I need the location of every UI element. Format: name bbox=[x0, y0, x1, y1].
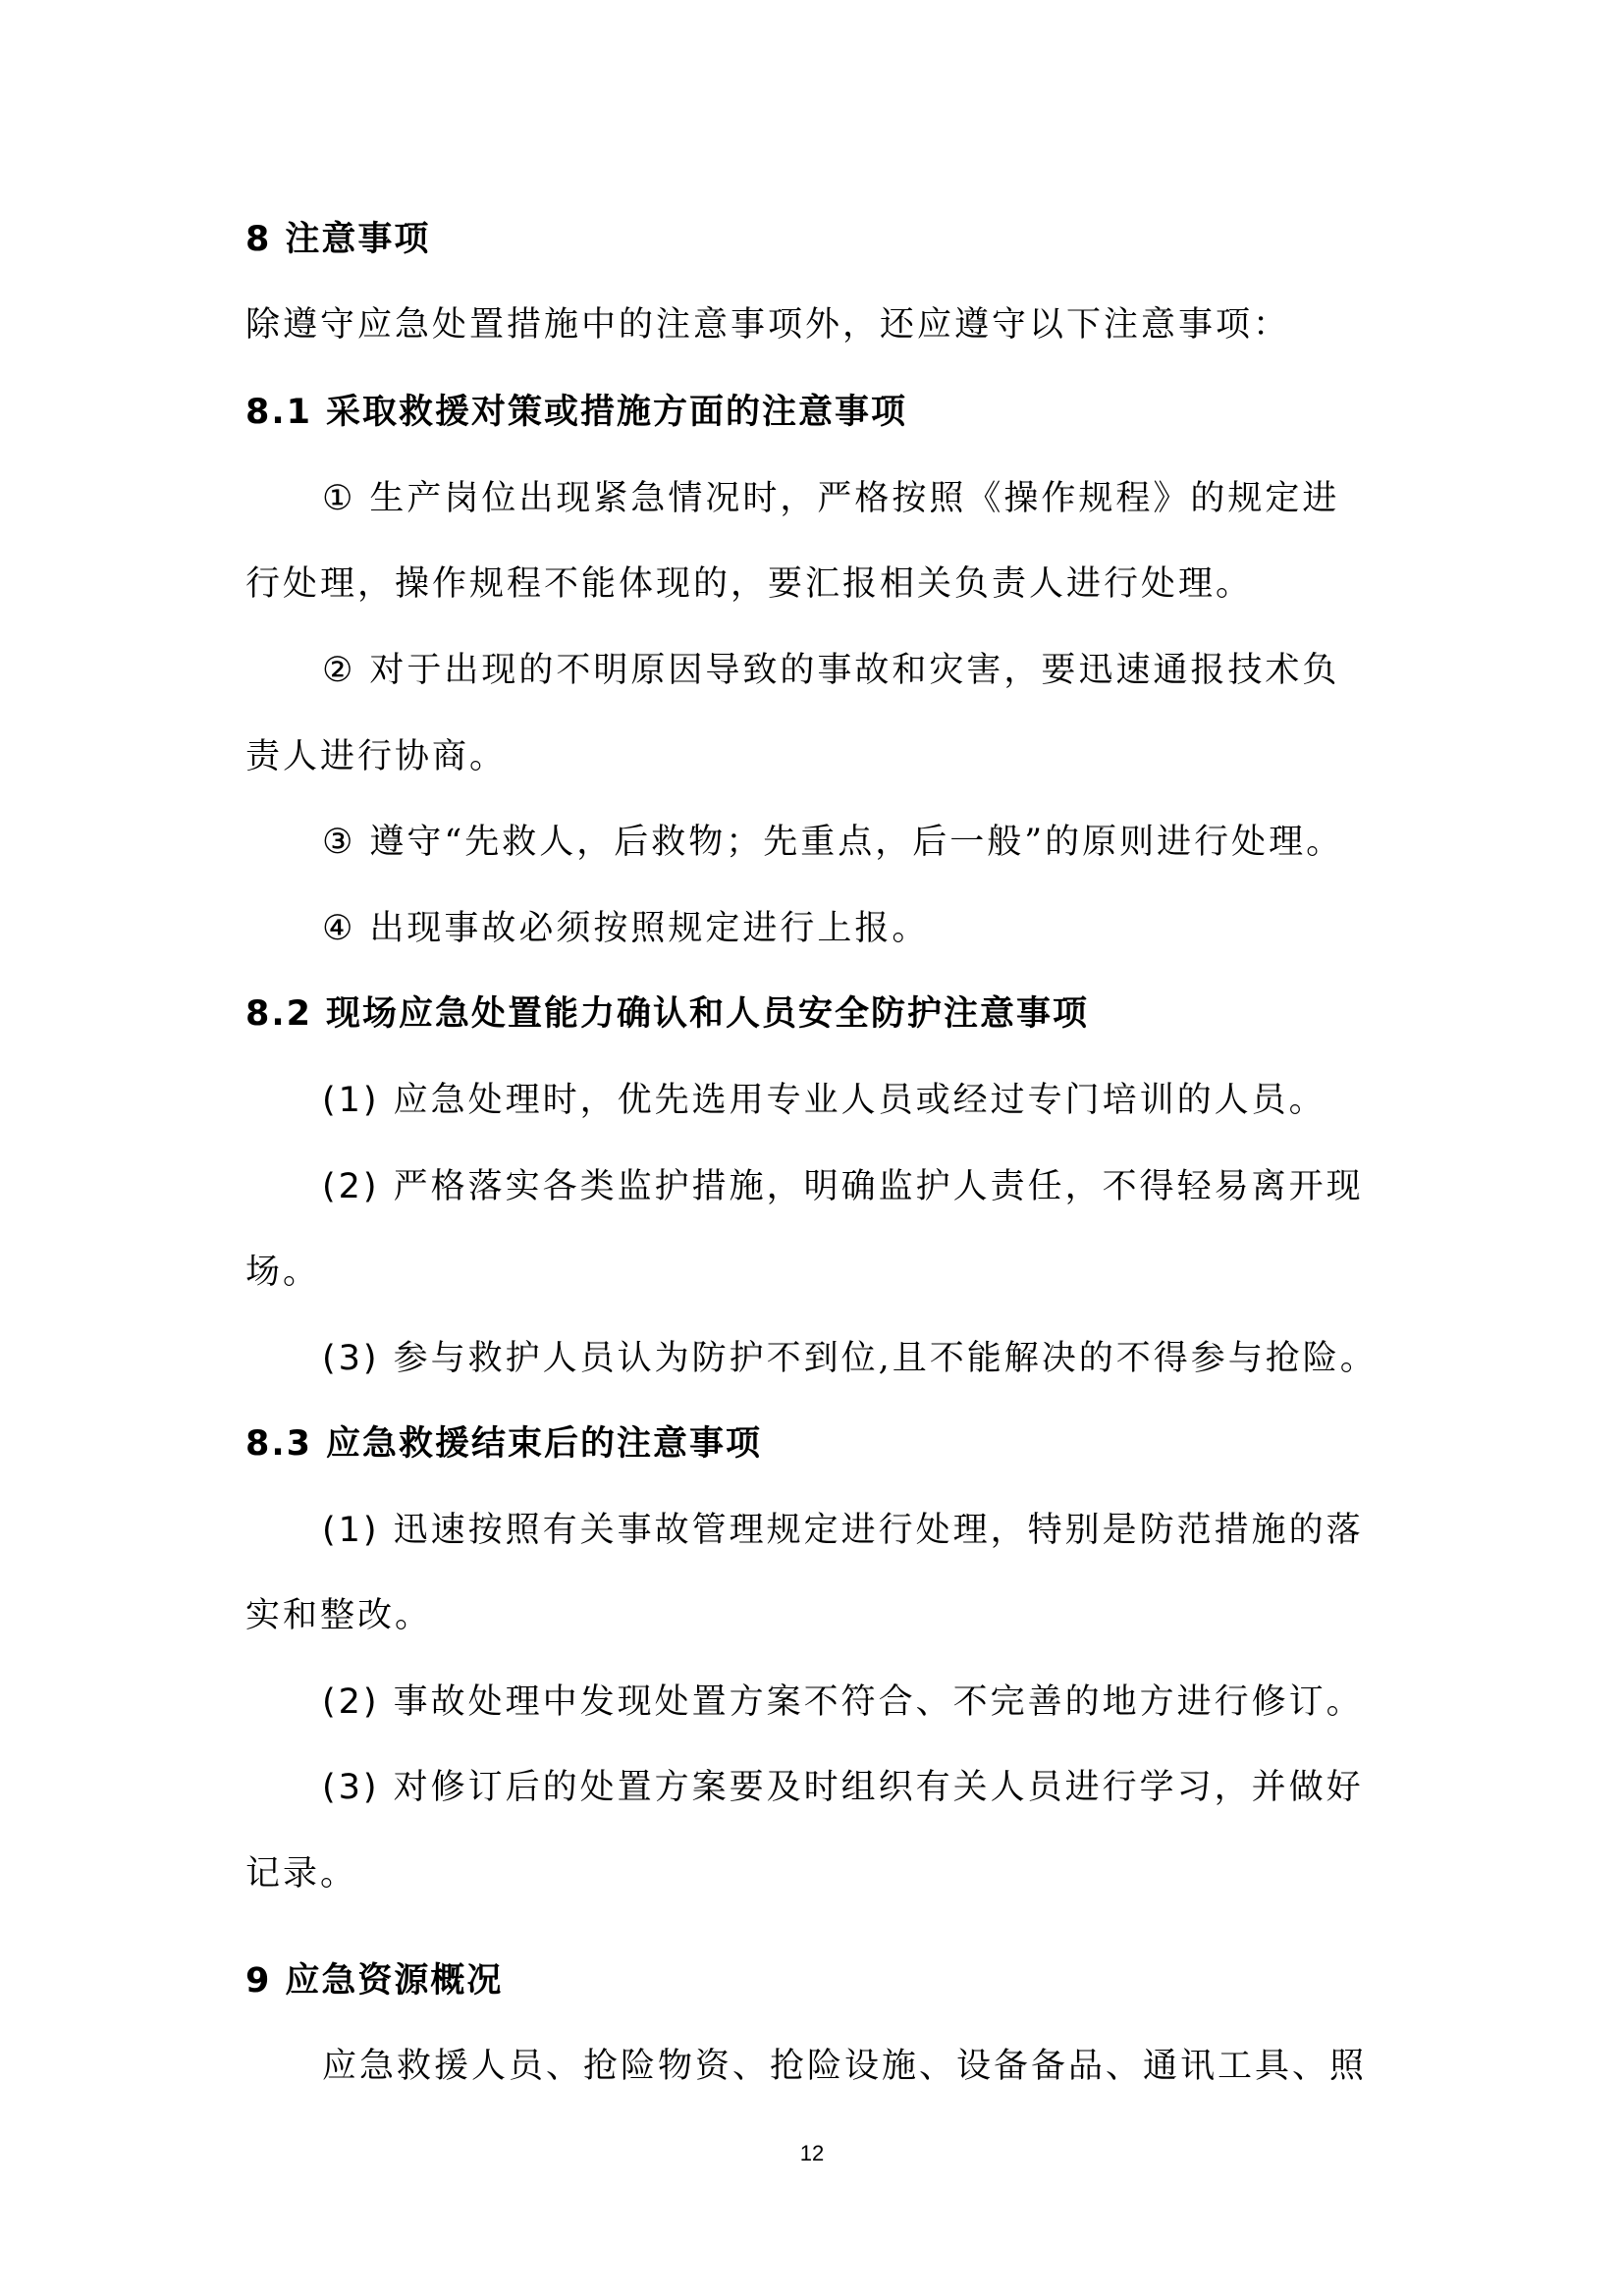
section-8-1-heading bbox=[245, 391, 1384, 434]
list-item bbox=[322, 649, 1461, 692]
list-item-continuation: 记录。 bbox=[245, 1854, 358, 1894]
item-text: 遵守“先救人，后救物；先重点，后一般”的原则进行处理。 bbox=[369, 823, 1344, 862]
item-marker: ② bbox=[322, 651, 356, 690]
item-text: 事故处理中发现处置方案不符合、不完善的地方进行修订。 bbox=[393, 1682, 1364, 1722]
item-marker: (2) bbox=[322, 1167, 380, 1206]
section-9-heading bbox=[245, 1959, 1384, 2002]
page-number: 12 bbox=[799, 2141, 825, 2165]
list-item bbox=[322, 1509, 1461, 1552]
item-text: 生产岗位出现紧急情况时，严格按照《操作规程》的规定进 bbox=[369, 479, 1340, 518]
item-marker: (1) bbox=[322, 1081, 380, 1120]
list-item bbox=[322, 1079, 1461, 1122]
item-text: 出现事故必须按照规定进行上报。 bbox=[369, 909, 930, 948]
item-marker: ③ bbox=[322, 823, 356, 862]
section-9-paragraph: 应急救援人员、抢险物资、抢险设施、设备备品、通讯工具、照 bbox=[322, 2047, 1368, 2086]
section-8-heading bbox=[245, 218, 1384, 261]
section-number: 8 bbox=[245, 220, 272, 259]
section-number: 8.3 bbox=[245, 1424, 313, 1464]
section-8-3-heading bbox=[245, 1422, 1384, 1466]
list-item bbox=[322, 1681, 1461, 1724]
section-number: 8.2 bbox=[245, 994, 313, 1034]
item-marker: ④ bbox=[322, 909, 356, 948]
list-item bbox=[322, 1165, 1461, 1208]
list-item-continuation: 实和整改。 bbox=[245, 1596, 433, 1635]
item-marker: (1) bbox=[322, 1511, 380, 1550]
list-item-continuation: 场。 bbox=[245, 1253, 321, 1292]
item-marker: ① bbox=[322, 479, 356, 518]
list-item-continuation: 行处理，操作规程不能体现的，要汇报相关负责人进行处理。 bbox=[245, 564, 1254, 604]
list-item bbox=[322, 907, 1461, 950]
list-item bbox=[322, 1337, 1461, 1380]
item-text: 严格落实各类监护措施，明确监护人责任，不得轻易离开现 bbox=[393, 1167, 1364, 1206]
item-text: 对修订后的处置方案要及时组织有关人员进行学习，并做好 bbox=[393, 1768, 1364, 1807]
section-title: 注意事项 bbox=[285, 220, 431, 259]
section-number: 9 bbox=[245, 1961, 272, 2001]
item-marker: (3) bbox=[322, 1339, 380, 1378]
item-text: 应急处理时，优先选用专业人员或经过专门培训的人员。 bbox=[393, 1081, 1326, 1120]
item-text: 迅速按照有关事故管理规定进行处理，特别是防范措施的落 bbox=[393, 1511, 1364, 1550]
item-marker: (2) bbox=[322, 1682, 380, 1722]
list-item bbox=[322, 1766, 1461, 1809]
list-item-continuation: 责人进行协商。 bbox=[245, 737, 508, 776]
section-title: 采取救援对策或措施方面的注意事项 bbox=[326, 393, 908, 432]
section-8-intro: 除遵守应急处置措施中的注意事项外，还应遵守以下注意事项： bbox=[245, 305, 1291, 345]
section-8-2-heading bbox=[245, 992, 1384, 1036]
list-item bbox=[322, 477, 1461, 520]
item-text: 参与救护人员认为防护不到位,且不能解决的不得参与抢险。 bbox=[393, 1339, 1378, 1378]
section-number: 8.1 bbox=[245, 393, 313, 432]
item-marker: (3) bbox=[322, 1768, 380, 1807]
item-text: 对于出现的不明原因导致的事故和灾害，要迅速通报技术负 bbox=[369, 651, 1340, 690]
section-title: 现场应急处置能力确认和人员安全防护注意事项 bbox=[326, 994, 1090, 1034]
section-title: 应急资源概况 bbox=[285, 1961, 504, 2001]
section-title: 应急救援结束后的注意事项 bbox=[326, 1424, 763, 1464]
list-item bbox=[322, 821, 1461, 864]
